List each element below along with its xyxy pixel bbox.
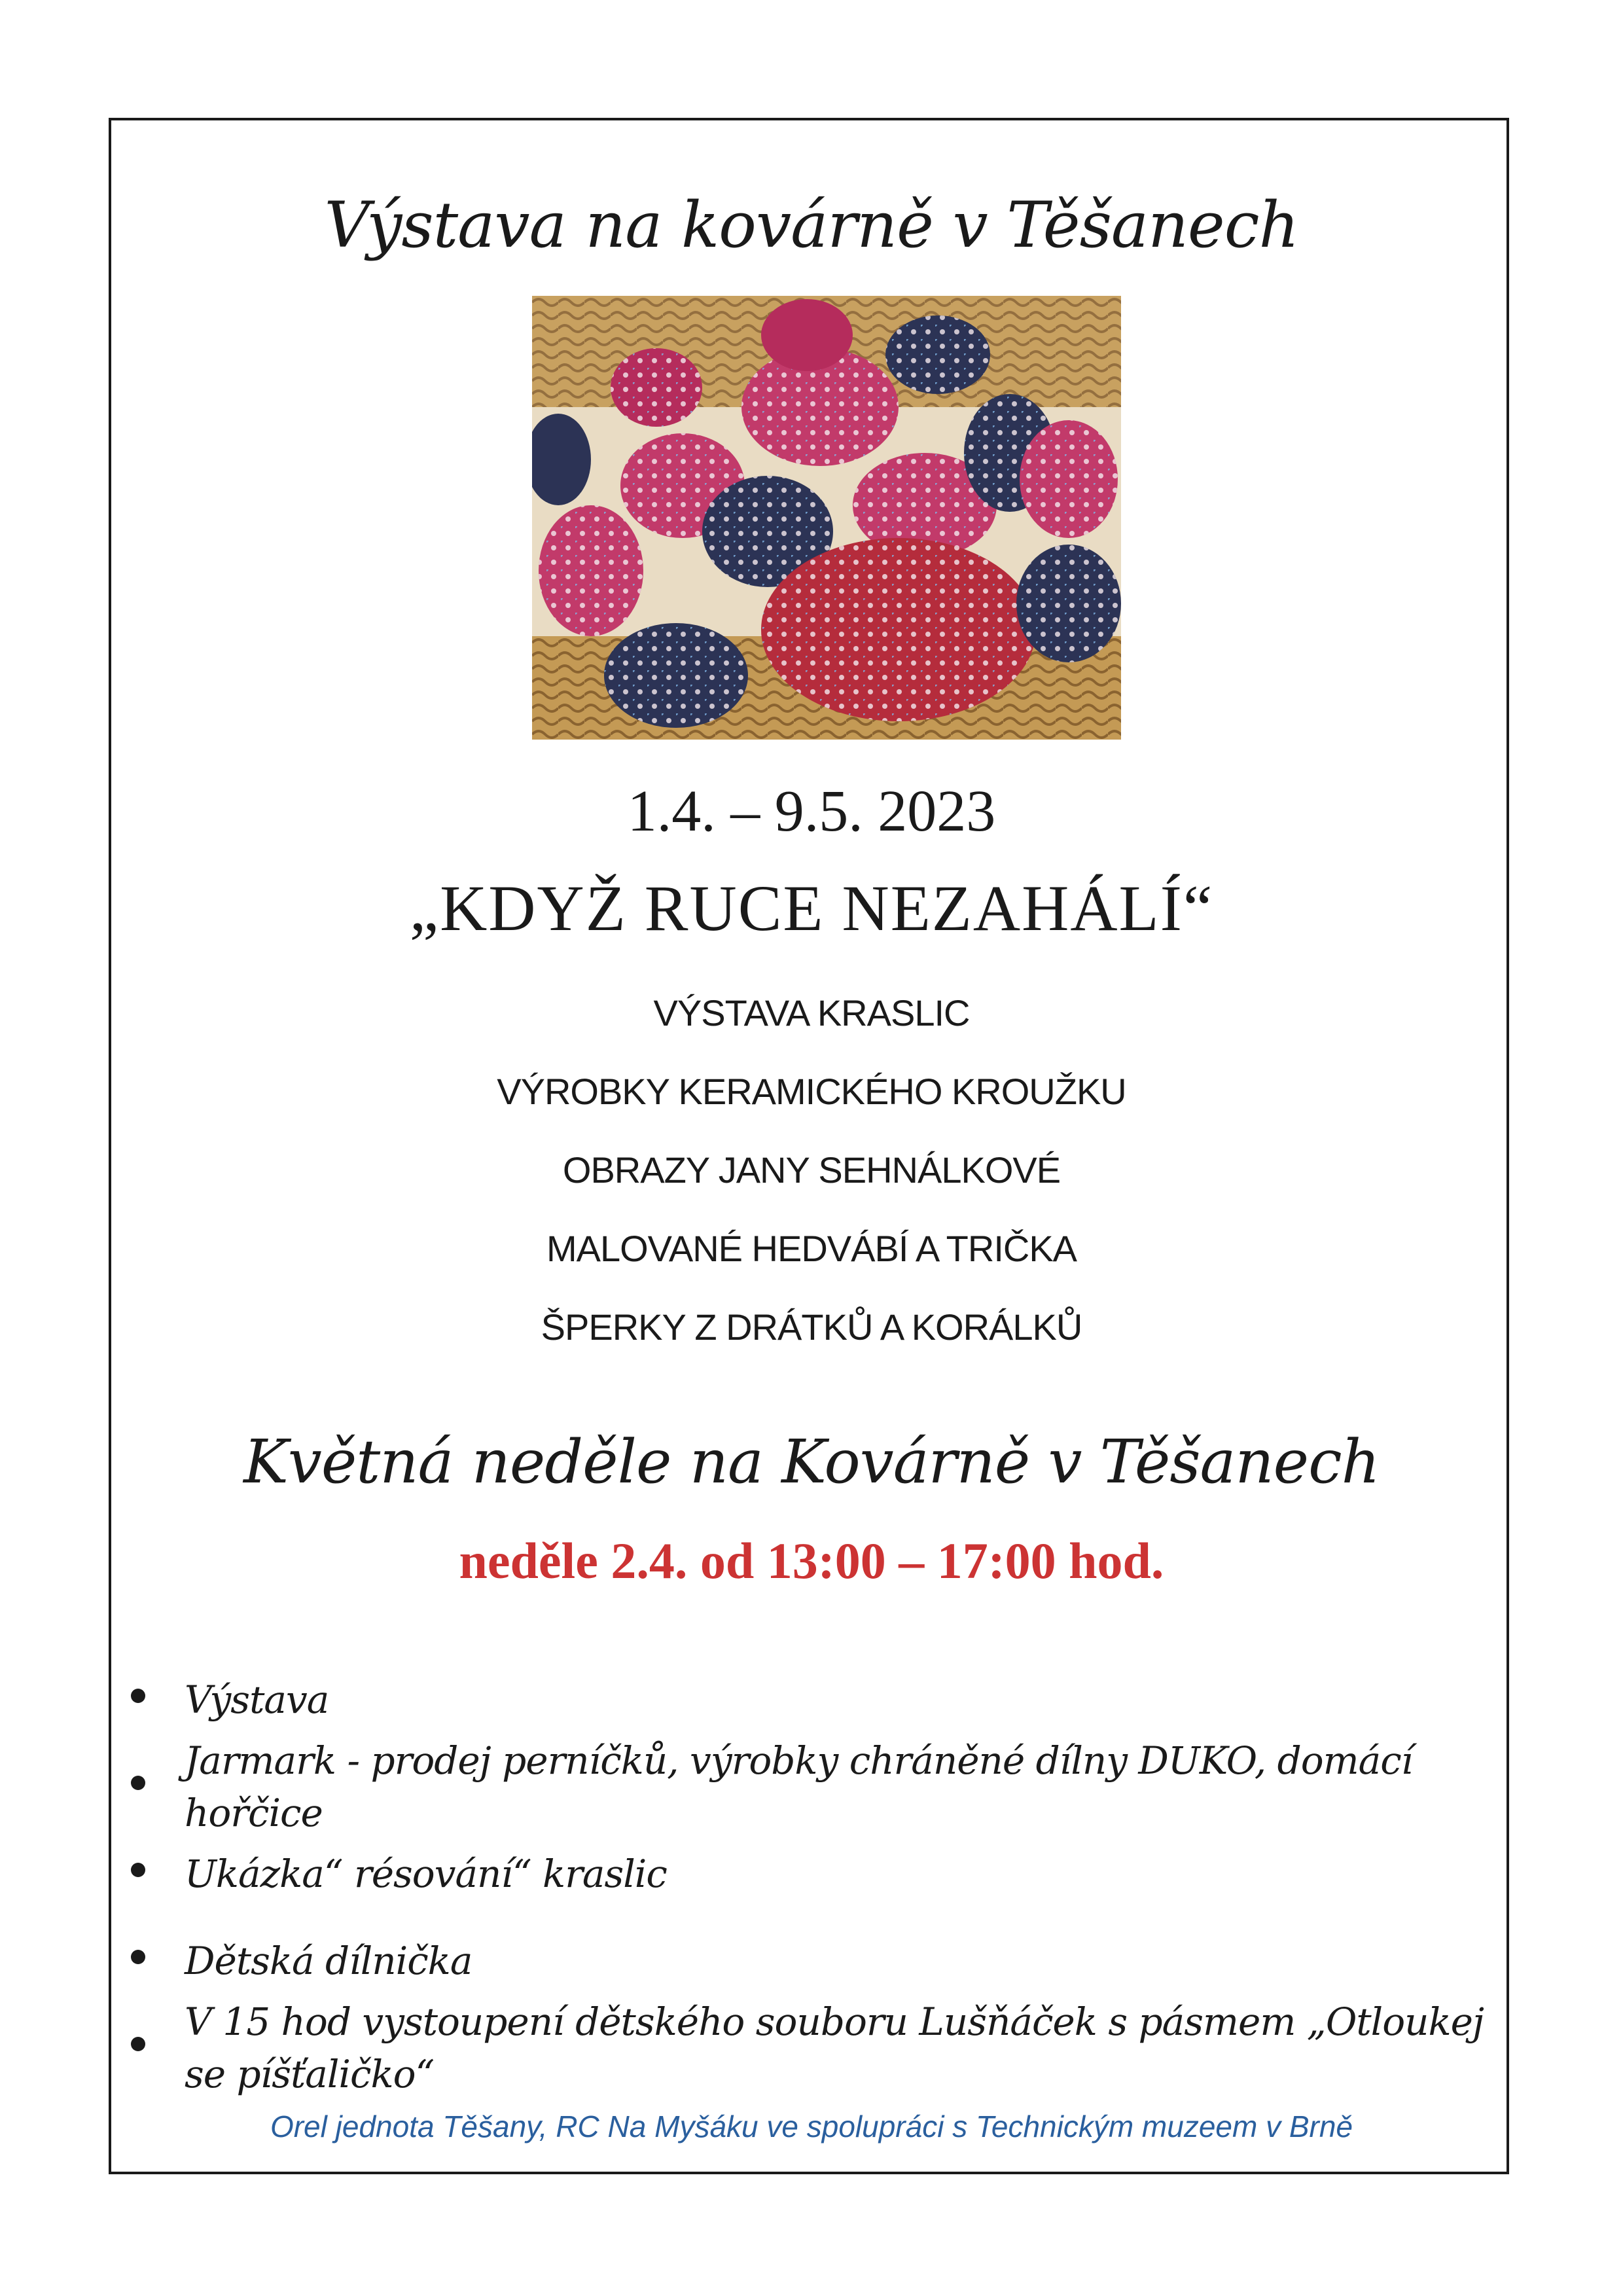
- exhibit-item: ŠPERKY Z DRÁTKŮ A KORÁLKŮ: [541, 1306, 1082, 1348]
- organizer-footer: Orel jednota Těšany, RC Na Myšáku ve spolupráci s Technickým muzeem v Brně: [270, 2109, 1353, 2144]
- page-title: Výstava na kovárně v Těšanech: [324, 188, 1299, 262]
- program-item-text: Výstava: [185, 1677, 329, 1722]
- bullet-icon: [131, 1950, 145, 1964]
- bullet-icon: [131, 2037, 145, 2051]
- exhibit-list: [0, 987, 1623, 1380]
- exhibit-item: OBRAZY JANY SEHNÁLKOVÉ: [562, 1149, 1061, 1191]
- exhibition-dates: 1.4. – 9.5. 2023: [627, 779, 996, 844]
- program-item: [131, 1656, 1505, 1743]
- program-item: [131, 1830, 1505, 1917]
- program-item: [131, 1999, 1505, 2096]
- exhibit-item: VÝROBKY KERAMICKÉHO KROUŽKU: [497, 1071, 1126, 1112]
- program-item-text: Ukázka“ résování“ kraslic: [185, 1851, 667, 1896]
- bullet-icon: [131, 1776, 145, 1790]
- bullet-icon: [131, 1689, 145, 1703]
- show-through-text: [366, 190, 385, 259]
- exhibition-headline: „KDYŽ RUCE NEZAHÁLÍ“: [409, 872, 1214, 944]
- bullet-icon: [131, 1863, 145, 1877]
- program-item-text: Jarmark - prodej perníčků, výrobky chráněné dílny DUKO, domácí hořčice: [185, 1738, 1413, 1835]
- program-item-text: V 15 hod vystoupení dětského souboru Lušňáček s pásmem „Otloukej se píšťaličko“: [185, 1999, 1484, 2096]
- event-title: Květná neděle na Kovárně v Těšanech: [243, 1427, 1380, 1497]
- exhibit-item: VÝSTAVA KRASLIC: [653, 992, 970, 1033]
- program-item-text: Dětská dílnička: [185, 1938, 473, 1983]
- program-item: [131, 1917, 1505, 2004]
- program-list: [131, 1656, 1505, 2096]
- program-item: [131, 1738, 1505, 1835]
- easter-eggs-photo: [532, 296, 1121, 740]
- event-time: neděle 2.4. od 13:00 – 17:00 hod.: [459, 1532, 1164, 1589]
- exhibit-item: MALOVANÉ HEDVÁBÍ A TRIČKA: [546, 1228, 1077, 1269]
